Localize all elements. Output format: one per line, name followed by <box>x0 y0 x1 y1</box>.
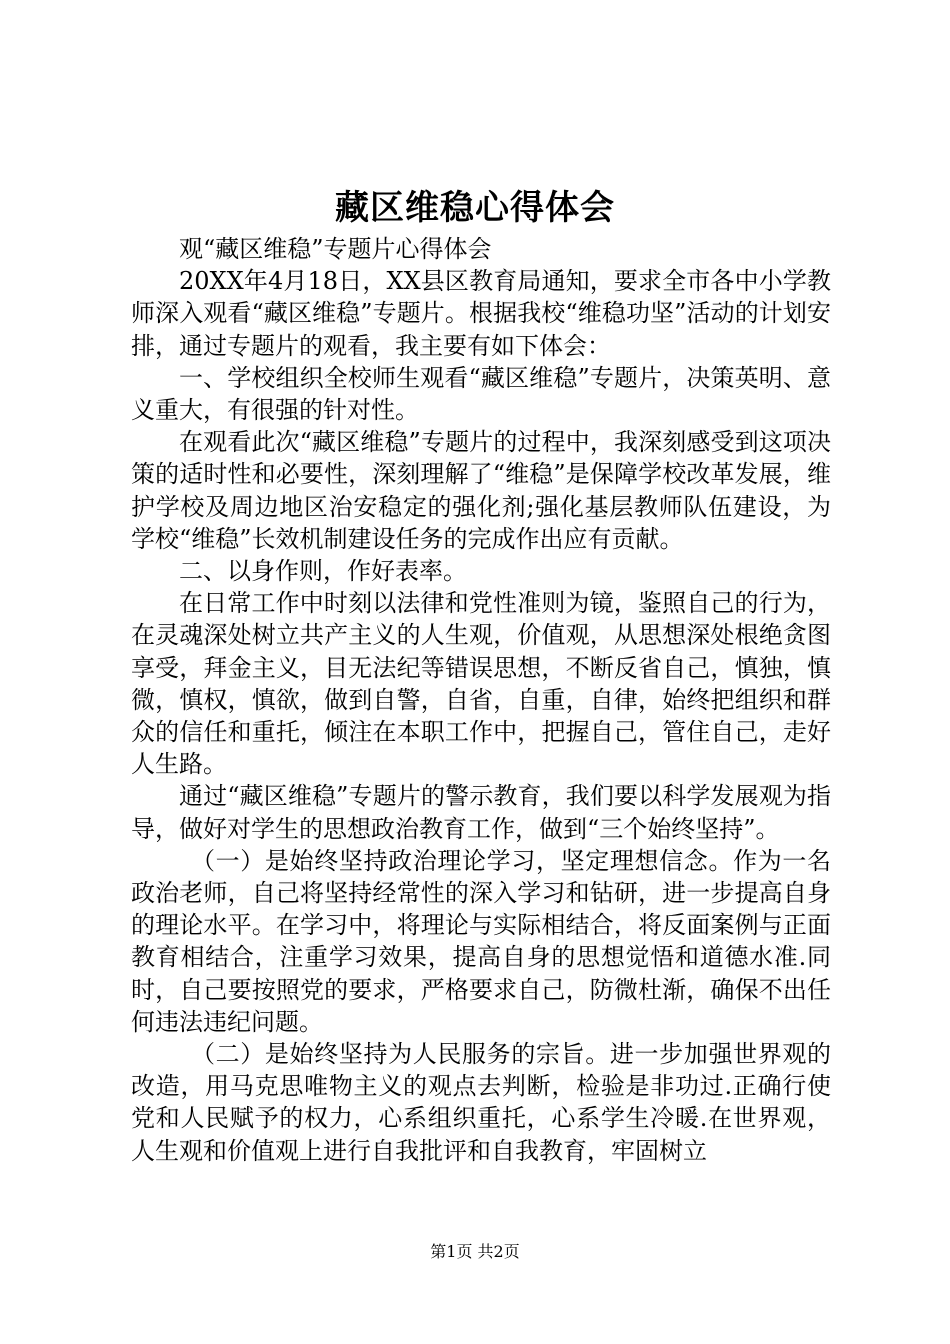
paragraph-intro: 20XX年4月18日，XX县区教育局通知，要求全市各中小学教师深入观看“藏区维稳”专题片。根据我校“维稳功坚”活动的计划安排，通过专题片的观看，我主要有如下体会： <box>131 267 831 360</box>
page-footer: 第1页 共2页 <box>430 1242 520 1261</box>
paragraph-point-two-detail: 在日常工作中时刻以法律和党性准则为镜，鉴照自己的行为，在灵魂深处树立共产主义的人生观，价值观，从思想深处根绝贪图享受，拜金主义，目无法纪等错误思想，不断反省自己，慎独，慎微，慎权，慎欲，做到自警，自省，自重，自律，始终把组织和群众的信任和重托，倾注在本职工作中，把握自己，管住自己，走好人生路。 <box>131 589 831 779</box>
paragraph-subtitle: 观“藏区维稳”专题片心得体会 <box>179 235 492 263</box>
paragraph-point-one-detail: 在观看此次“藏区维稳”专题片的过程中，我深刻感受到这项决策的适时性和必要性，深刻理解了“维稳”是保障学校改革发展，维护学校及周边地区治安稳定的强化剂;强化基层教师队伍建设，为学校“维稳”长效机制建设任务的完成作出应有贡献。 <box>131 428 831 553</box>
document-title: 藏区维稳心得体会 <box>335 188 615 228</box>
paragraph-point-one: 一、学校组织全校师生观看“藏区维稳”专题片，决策英明、意义重大，有很强的针对性。 <box>131 363 831 425</box>
document-body <box>131 233 831 1167</box>
paragraph-three-persist: 通过“藏区维稳”专题片的警示教育，我们要以科学发展观为指导，做好对学生的思想政治教育工作，做到“三个始终坚持”。 <box>131 782 831 843</box>
paragraph-persist-two: （二）是始终坚持为人民服务的宗旨。进一步加强世界观的改造，用马克思唯物主义的观点去判断，检验是非功过.正确行使党和人民赋予的权力，心系组织重托，心系学生冷暖.在世界观，人生观和价值观上进行自我批评和自我教育，牢固树立 <box>131 1040 831 1165</box>
paragraph-persist-one: （一）是始终坚持政治理论学习，坚定理想信念。作为一名政治老师，自己将坚持经常性的深入学习和钻研，进一步提高自身的理论水平。在学习中，将理论与实际相结合，将反面案例与正面教育相结合，注重学习效果，提高自身的思想觉悟和道德水准.同时，自己要按照党的要求，严格要求自己，防微杜渐，确保不出任何违法违纪问题。 <box>131 846 831 1036</box>
paragraph-point-two: 二、以身作则，作好表率。 <box>179 557 467 586</box>
